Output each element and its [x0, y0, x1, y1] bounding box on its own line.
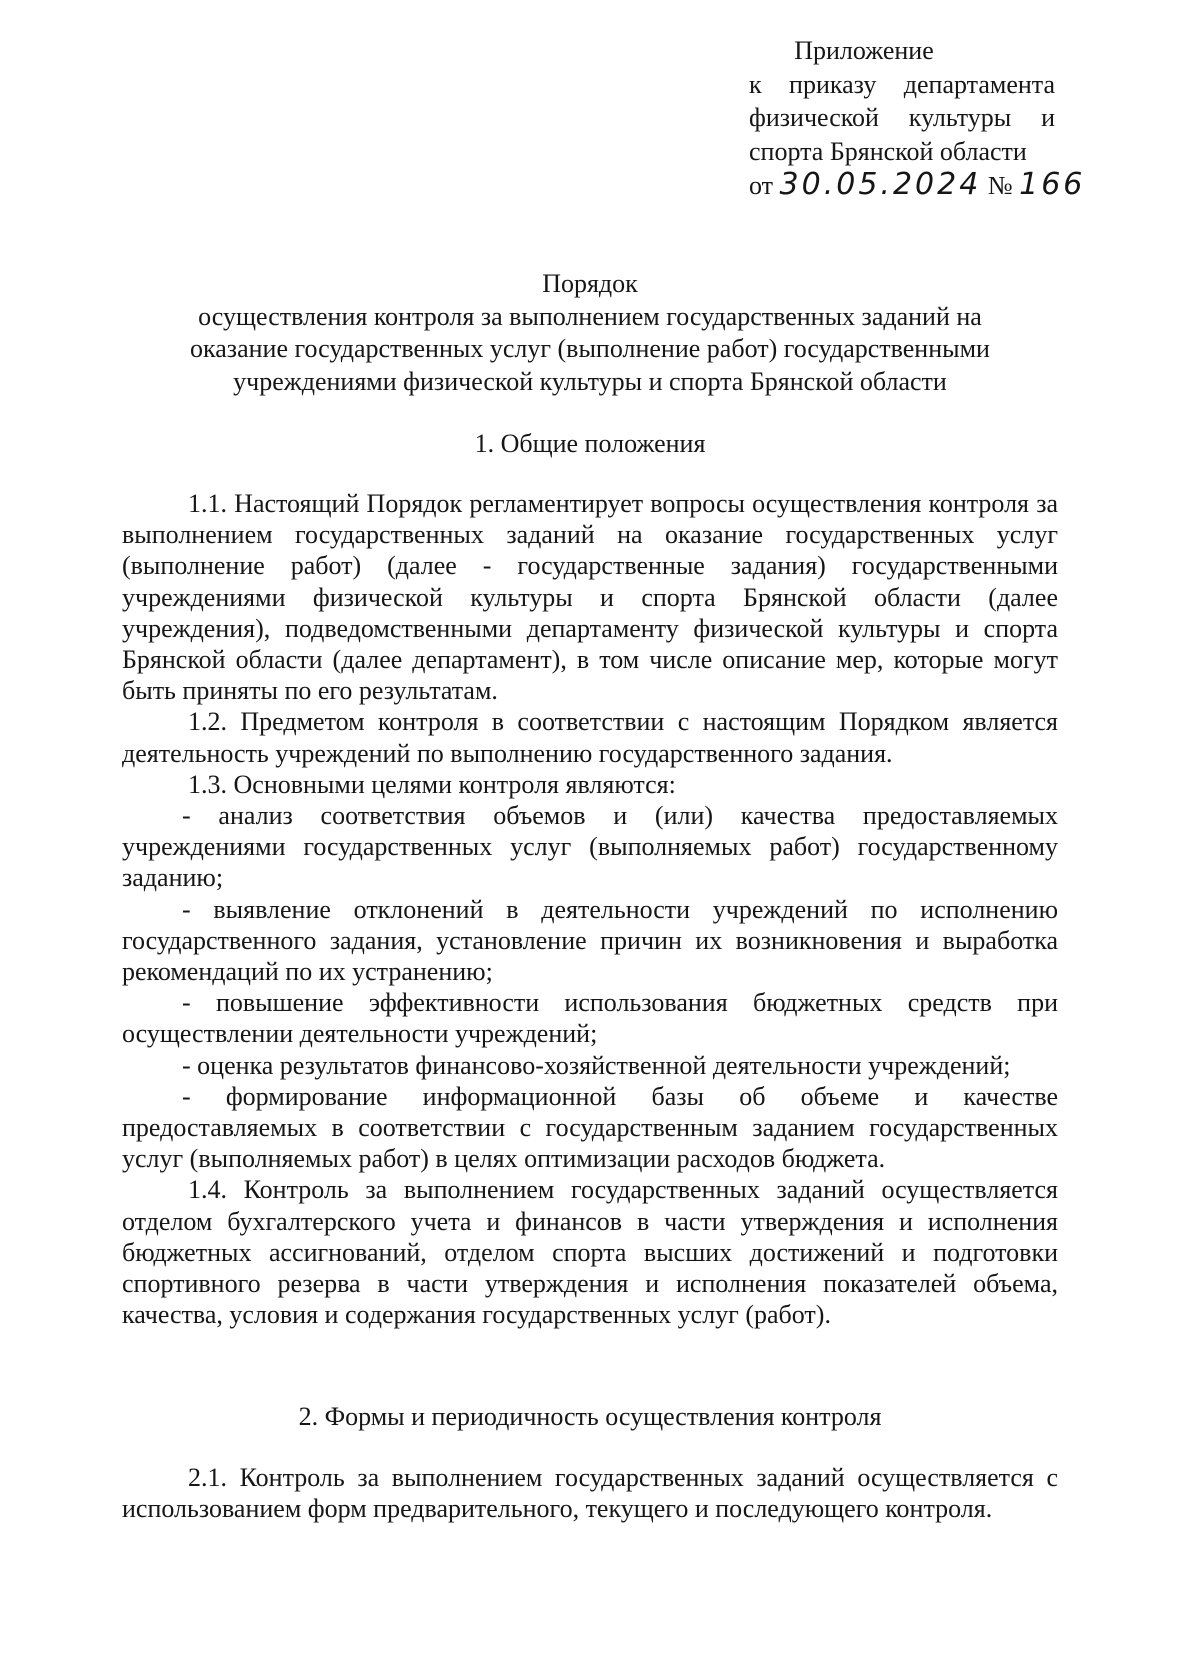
appendix-line: спорта Брянской области	[749, 136, 1027, 166]
document-title	[120, 268, 1060, 398]
handwritten-number: 166	[1019, 167, 1086, 202]
title-line: учреждениями физической культуры и спорта Брянской области	[233, 366, 947, 396]
section-heading: 2. Формы и периодичность осуществления контроля	[298, 1402, 882, 1431]
paragraph: 1.2. Предметом контроля в соответствии с настоящим Порядком является деятельность учреждений по выполнению государственного задания.	[122, 707, 1058, 768]
list-item: - анализ соответствия объемов и (или) качества предоставляемых учреждениями государственных услуг (выполняемых работ) государственному заданию;	[122, 801, 1058, 893]
section-heading: 1. Общие положения	[474, 429, 706, 458]
appendix-line: к приказу департамента	[749, 69, 1055, 99]
list-item: - оценка результатов финансово-хозяйственной деятельности учреждений;	[182, 1050, 1011, 1080]
number-sign: №	[987, 171, 1013, 200]
section-2-body	[122, 1462, 1058, 1524]
list-item: - выявление отклонений в деятельности учреждений по исполнению государственного задания, установление причин их возникновения и выработка рекомендаций по их устранению;	[122, 894, 1058, 987]
title-heading: Порядок	[542, 269, 638, 298]
list-item: - повышение эффективности использования бюджетных средств при осуществлении деятельности учреждений;	[122, 988, 1058, 1049]
date-prefix: от	[749, 171, 774, 200]
section-1-body	[122, 488, 1058, 1330]
appendix-date-line	[749, 167, 1086, 203]
title-line: оказание государственных услуг (выполнение работ) государственными	[190, 334, 990, 363]
list-item: - формирование информационной базы об объеме и качестве предоставляемых в соответствии с государственным заданием государственных услуг (выполняемых работ) в целях оптимизации расходов бюджета.	[122, 1081, 1058, 1174]
appendix-block	[749, 34, 1086, 203]
appendix-title: Приложение	[794, 36, 934, 65]
title-line: осуществления контроля за выполнением государственных заданий на	[198, 301, 982, 331]
paragraph: 1.1. Настоящий Порядок регламентирует вопросы осуществления контроля за выполнением государственных заданий на оказание государственных услуг (выполнение работ) (далее - государственные задания) государственными учреждениями физической культуры и спорта Брянской области (далее учреждения), подведомственными департаменту физической культуры и спорта Брянской области (далее департамент), в том числе описание мер, которые могут быть приняты по его результатам.	[122, 489, 1058, 706]
appendix-line: физической культуры и	[749, 103, 1055, 132]
paragraph: 1.4. Контроль за выполнением государственных заданий осуществляется отделом бухгалтерского учета и финансов в части утверждения и исполнения бюджетных ассигнований, отделом спорта высших достижений и подготовки спортивного резерва в части утверждения и исполнения показателей объема, качества, условия и содержания государственных услуг (работ).	[122, 1175, 1058, 1330]
paragraph: 1.3. Основными целями контроля являются:	[188, 769, 676, 799]
handwritten-date: 30.05.2024	[779, 167, 982, 202]
paragraph: 2.1. Контроль за выполнением государственных заданий осуществляется с использованием форм предварительного, текущего и последующего контроля.	[122, 1463, 1058, 1524]
